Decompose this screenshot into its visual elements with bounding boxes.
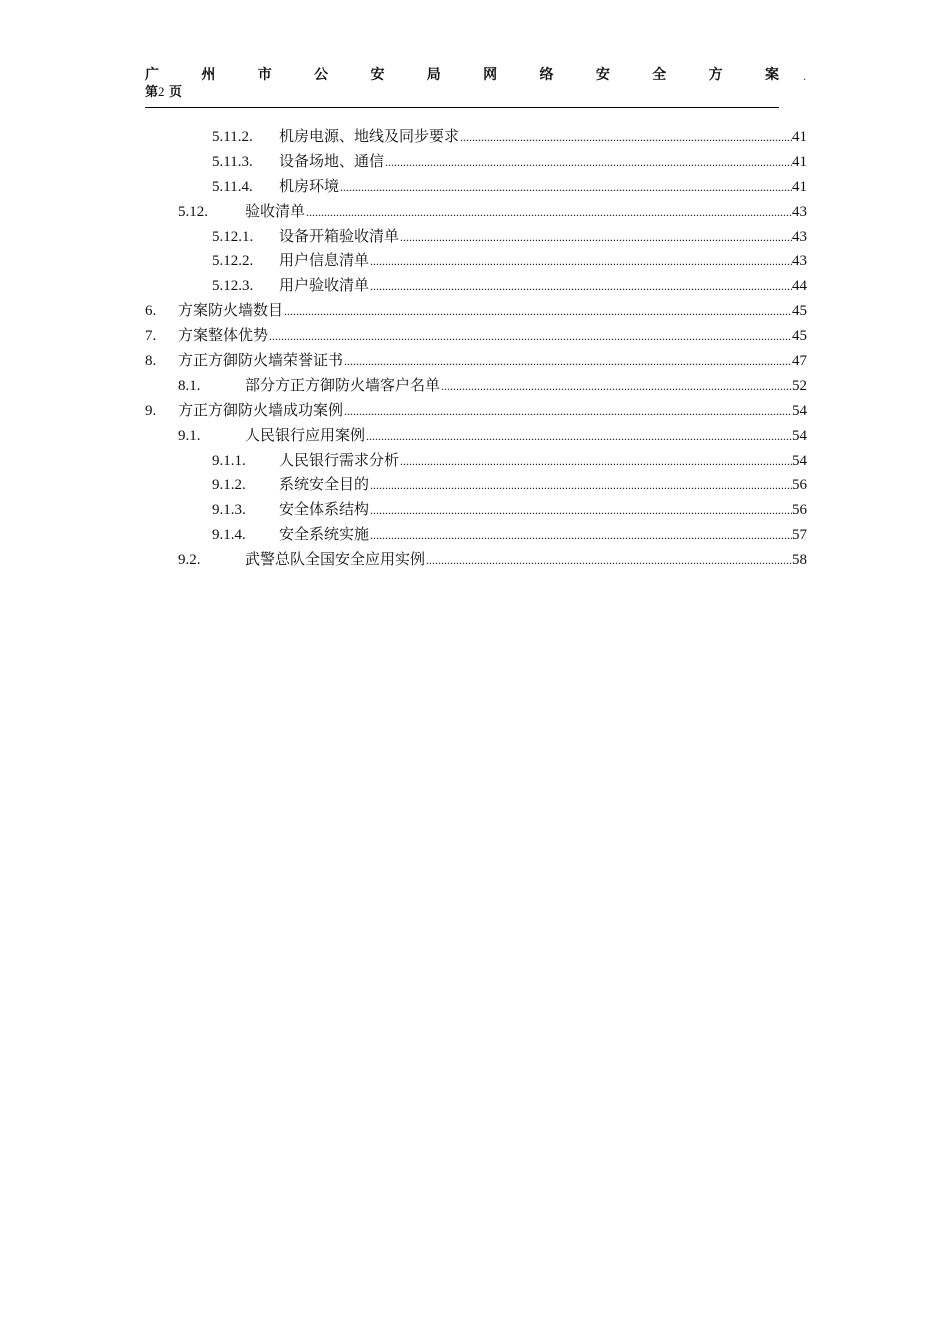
toc-dot-leader xyxy=(369,473,792,498)
header-title-char: 方 xyxy=(708,67,723,83)
header-title-char: 公 xyxy=(314,67,329,83)
header-title-char: 安 xyxy=(595,67,610,83)
toc-entry-title: 机房电源、地线及同步要求 xyxy=(279,127,460,145)
toc-dot-leader xyxy=(365,424,792,449)
toc-dot-leader xyxy=(268,324,792,349)
toc-dot-leader xyxy=(425,548,792,573)
header-title-char: 州 xyxy=(201,67,216,83)
toc-entry[interactable] xyxy=(145,149,807,174)
toc-dot-leader xyxy=(305,200,792,225)
toc-entry-title: 方正方御防火墙成功案例 xyxy=(178,400,344,419)
toc-entry-page: 41 xyxy=(792,178,807,195)
toc-entry[interactable] xyxy=(145,323,807,348)
page-prefix: 第 xyxy=(145,85,159,100)
toc-entry-page: 56 xyxy=(792,477,807,494)
toc-dot-leader xyxy=(343,399,792,424)
toc-entry-number: 5.12. xyxy=(178,203,208,220)
toc-entry-title: 人民银行应用案例 xyxy=(245,425,366,444)
toc-entry-number: 6. xyxy=(145,303,157,320)
toc-entry-page: 58 xyxy=(792,552,807,569)
toc-entry-page: 43 xyxy=(792,228,807,245)
toc-entry-number: 9.1.3. xyxy=(212,502,246,519)
toc-entry-page: 52 xyxy=(792,377,807,394)
toc-dot-leader xyxy=(339,175,792,200)
header-title-char: 案 xyxy=(764,67,779,83)
toc-entry-page: 57 xyxy=(792,527,807,544)
toc-entry[interactable] xyxy=(145,298,807,323)
header-title-char: 局 xyxy=(426,67,441,83)
toc-entry-title: 设备场地、通信 xyxy=(279,151,385,170)
toc-entry-page: 43 xyxy=(792,253,807,270)
toc-entry-title: 方案防火墙数目 xyxy=(178,301,284,320)
toc-entry-number: 5.12.2. xyxy=(212,253,254,270)
toc-dot-leader xyxy=(343,349,792,374)
toc-entry[interactable] xyxy=(145,124,807,149)
toc-entry-title: 系统安全目的 xyxy=(279,475,370,494)
toc-entry-page: 54 xyxy=(792,402,807,419)
toc-dot-leader xyxy=(440,374,792,399)
toc-entry-number: 9.1.4. xyxy=(212,527,246,544)
toc-entry-title: 用户信息清单 xyxy=(279,251,370,270)
toc-entry-title: 安全系统实施 xyxy=(279,525,370,544)
toc-entry-page: 54 xyxy=(792,427,807,444)
page-suffix: 页 xyxy=(169,85,183,100)
toc-dot-leader xyxy=(399,225,792,250)
toc-entry-number: 7. xyxy=(145,328,157,345)
header-title-char: 全 xyxy=(652,67,667,83)
toc-entry[interactable] xyxy=(145,348,807,373)
toc-entry-title: 设备开箱验收清单 xyxy=(279,226,400,245)
toc-entry-number: 5.11.2. xyxy=(212,129,253,145)
toc-entry-page: 45 xyxy=(792,303,807,320)
toc-entry-page: 43 xyxy=(792,203,807,220)
toc-entry[interactable] xyxy=(145,547,807,572)
toc-entry-page: 45 xyxy=(792,328,807,345)
toc-entry-page: 44 xyxy=(792,278,807,295)
toc-entry[interactable] xyxy=(145,423,807,448)
toc-entry-title: 用户验收清单 xyxy=(279,276,370,295)
toc-entry-number: 9.1.2. xyxy=(212,477,246,494)
toc-entry-number: 8.1. xyxy=(178,377,201,394)
toc-dot-leader xyxy=(459,125,792,150)
toc-entry[interactable] xyxy=(145,373,807,398)
toc-dot-leader xyxy=(369,249,792,274)
toc-dot-leader xyxy=(384,150,792,175)
toc-entry[interactable] xyxy=(145,273,807,298)
page-number: 2 xyxy=(158,84,165,99)
toc-entry-title: 方案整体优势 xyxy=(178,326,269,345)
toc-entry-number: 5.12.1. xyxy=(212,228,254,245)
header-title-char: 广 xyxy=(145,67,159,83)
toc-entry[interactable] xyxy=(145,174,807,199)
toc-entry-number: 9.1. xyxy=(178,427,201,444)
header-title-char: 络 xyxy=(539,67,554,83)
toc-dot-leader xyxy=(399,449,792,474)
page-header xyxy=(145,66,807,100)
toc-entry-number: 9.1.1. xyxy=(212,452,246,469)
toc-entry[interactable] xyxy=(145,248,807,273)
toc-dot-leader xyxy=(369,498,792,523)
toc-entry-number: 8. xyxy=(145,353,157,370)
toc-entry-page: 41 xyxy=(792,129,807,145)
toc-entry[interactable] xyxy=(145,448,807,473)
toc-entry-page: 56 xyxy=(792,502,807,519)
toc-entry[interactable] xyxy=(145,472,807,497)
toc-entry-title: 方正方御防火墙荣誉证书 xyxy=(178,351,344,370)
header-page-number xyxy=(145,84,807,100)
header-divider xyxy=(145,107,779,108)
header-trailing-dot: . xyxy=(803,72,807,83)
toc-entry-title: 安全体系结构 xyxy=(279,500,370,519)
header-title-char: 网 xyxy=(483,67,498,83)
toc-entry-title: 机房环境 xyxy=(279,176,340,195)
toc-entry[interactable] xyxy=(145,497,807,522)
toc-dot-leader xyxy=(369,523,792,548)
toc-entry-title: 人民银行需求分析 xyxy=(279,450,400,469)
toc-entry-number: 5.11.3. xyxy=(212,153,253,170)
toc-entry-title: 部分方正方御防火墙客户名单 xyxy=(245,375,441,394)
toc-entry-page: 54 xyxy=(792,452,807,469)
toc-entry-number: 9.2. xyxy=(178,552,201,569)
header-title-char: 市 xyxy=(257,67,272,83)
toc-entry[interactable] xyxy=(145,199,807,224)
toc-entry-page: 41 xyxy=(792,153,807,170)
toc-entry[interactable] xyxy=(145,398,807,423)
toc-entry-number: 9. xyxy=(145,402,157,419)
toc-entry-number: 5.11.4. xyxy=(212,178,253,195)
toc-dot-leader xyxy=(369,274,792,299)
table-of-contents xyxy=(145,124,807,572)
toc-dot-leader xyxy=(283,299,792,324)
header-title xyxy=(145,66,779,84)
toc-entry-title: 验收清单 xyxy=(245,201,306,220)
toc-entry-page: 47 xyxy=(792,353,807,370)
toc-entry-number: 5.12.3. xyxy=(212,278,254,295)
toc-entry[interactable] xyxy=(145,522,807,547)
header-title-char: 安 xyxy=(370,67,385,83)
toc-entry-title: 武警总队全国安全应用实例 xyxy=(245,550,426,569)
toc-entry[interactable] xyxy=(145,224,807,249)
